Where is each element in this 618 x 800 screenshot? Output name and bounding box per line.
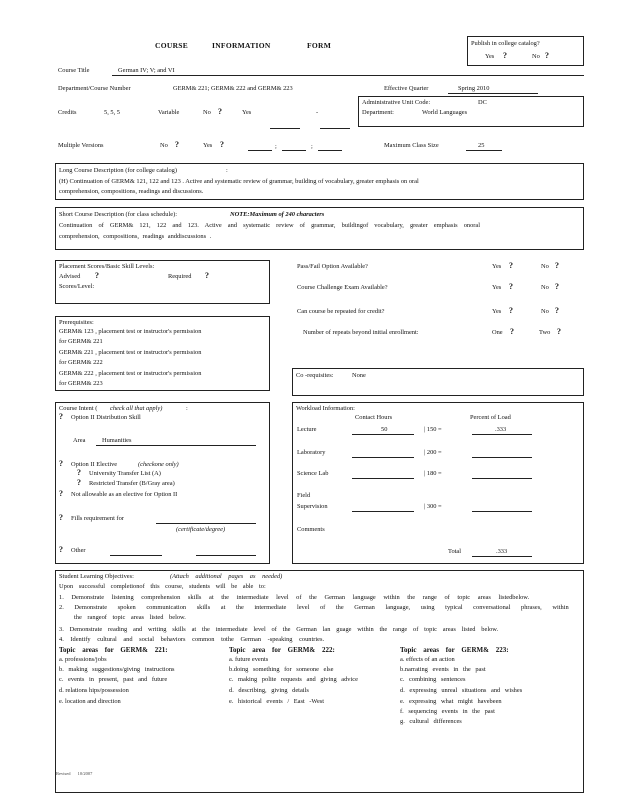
multiple-versions-no-checkbox[interactable]: ? [175, 140, 179, 149]
placement-scores-label: Scores/Level: [59, 283, 95, 290]
fills-requirement-label: Fills requirement for [71, 515, 124, 522]
variable-no-label: No [203, 109, 211, 116]
science-lab-label: Science Lab [297, 470, 329, 477]
form-title-word-3: FORM [307, 41, 332, 50]
lecture-hours[interactable]: 50 [381, 426, 388, 433]
total-line [472, 556, 532, 557]
course-title-label: Course Title [58, 67, 90, 74]
variable-label: Variable [158, 109, 180, 116]
versions-sep-1: ; [275, 143, 277, 150]
placement-label: Placement Scores/Basic Skill Levels: [59, 263, 155, 270]
slo-item[interactable]: 3. Demonstrate reading and writing skills at the intermediate level of the German lan guage within the range of topic areas listed below. [59, 626, 499, 633]
course-intent-check-all: check all that apply) [110, 405, 163, 412]
credits-range-dash: - [316, 109, 319, 116]
topic-item-221[interactable]: a. professions/jobs [59, 656, 107, 663]
prerequisites-label: Prerequisites: [59, 319, 94, 326]
slo-item[interactable]: 1. Demonstrate listening comprehension skills at the intermediate level of the German language within the range of topic areas listedbelow. [59, 594, 530, 601]
credits-value[interactable]: 5, 5, 5 [104, 109, 120, 116]
topic-item-223[interactable]: e. expressing what might havebeen [400, 698, 502, 705]
fills-requirement-line [156, 523, 256, 524]
publish-no-label: No [532, 53, 540, 60]
multiple-versions-yes-checkbox[interactable]: ? [220, 140, 224, 149]
form-title-word-2: INFORMATION [212, 41, 271, 50]
other-line-1 [110, 555, 162, 556]
repeats-one-label: One [492, 329, 503, 336]
science-lab-percent-line [472, 478, 532, 479]
topic-item-221[interactable]: e. location and direction [59, 698, 121, 705]
publish-yes-label: Yes [485, 53, 495, 60]
multiple-versions-label: Multiple Versions [58, 142, 104, 149]
repeat-credit-no-label: No [541, 308, 549, 315]
effective-quarter-line [448, 93, 538, 94]
option2-elective-checkone: (checkone only) [138, 461, 179, 468]
laboratory-divisor: | 200 = [424, 449, 442, 456]
topic-header-223: Topic areas for GERM& 223: [400, 646, 509, 654]
pass-fail-no-label: No [541, 263, 549, 270]
challenge-exam-label: Course Challenge Exam Available? [297, 284, 388, 291]
publish-no-checkbox[interactable]: ? [545, 51, 549, 60]
restricted-checkbox[interactable]: ? [77, 478, 81, 487]
lecture-divisor: | 150 = [424, 426, 442, 433]
topic-item-221[interactable]: b. making suggestions/giving instructions [59, 666, 175, 673]
certificate-degree-label: (certificate/degree) [176, 526, 226, 533]
versions-sep-2: ; [311, 143, 313, 150]
dept-course-number-label: Department/Course Number [58, 85, 131, 92]
max-class-size-line [466, 150, 502, 151]
utl-label: University Transfer List (A) [89, 470, 161, 477]
option2-elective-label: Option II Elective [71, 461, 118, 468]
topic-item-223[interactable]: d. expressing unreal situations and wishes [400, 687, 523, 694]
not-allowable-checkbox[interactable]: ? [59, 489, 63, 498]
repeats-label: Number of repeats beyond initial enrollment: [303, 329, 419, 336]
course-title-line [112, 75, 584, 76]
effective-quarter-value[interactable]: Spring 2010 [458, 85, 490, 92]
topic-item-223[interactable]: g. cultural differences [400, 718, 462, 725]
lecture-label: Lecture [297, 426, 317, 433]
total-label: Total [448, 548, 462, 555]
variable-yes-label: Yes [242, 109, 252, 116]
short-description-note: NOTE:Maximum of 240 characters [230, 211, 325, 218]
topic-item-221[interactable]: c. events in present, past and future [59, 676, 168, 683]
topic-item-222[interactable]: c. making polite requests and giving advice [229, 676, 358, 683]
workload-label: Workload Information: [296, 405, 355, 412]
pass-fail-yes-checkbox[interactable]: ? [509, 261, 513, 270]
corequisites-box [292, 368, 584, 396]
topic-item-222[interactable]: a. future events [229, 656, 269, 663]
placement-required-checkbox[interactable]: ? [205, 271, 209, 280]
field-percent-line [472, 511, 532, 512]
long-description-label: Long Course Description (for college catalog) [59, 167, 178, 174]
science-lab-hours-line [352, 478, 414, 479]
slo-item[interactable]: 2. Demonstrate spoken communication skills at the intermediate level of the German language, using typical conversational phrases, within [59, 604, 569, 611]
fills-requirement-checkbox[interactable]: ? [59, 513, 63, 522]
option2-skill-checkbox[interactable]: ? [59, 412, 63, 421]
publish-yes-checkbox[interactable]: ? [503, 51, 507, 60]
laboratory-percent-line [472, 457, 532, 458]
topic-item-223[interactable]: f. sequencing events in the past [400, 708, 495, 715]
challenge-exam-no-checkbox[interactable]: ? [555, 282, 559, 291]
long-description-line-1[interactable]: (H) Continuation of GERM& 121, 122 and 123 . Active and systematic review of grammar, building of vocabulary, greater emphasis on oral [59, 178, 419, 185]
repeat-credit-no-checkbox[interactable]: ? [555, 306, 559, 315]
placement-advised-checkbox[interactable]: ? [95, 271, 99, 280]
challenge-exam-yes-checkbox[interactable]: ? [509, 282, 513, 291]
credits-min-line [270, 128, 300, 129]
topic-item-223[interactable]: c. combining sentences [400, 676, 466, 683]
option2-skill-label: Option II Distribution Skill [71, 414, 141, 421]
option2-elective-checkbox[interactable]: ? [59, 459, 63, 468]
pass-fail-label: Pass/Fail Option Available? [297, 263, 368, 270]
topic-header-222: Topic area for GERM& 222: [229, 646, 335, 654]
challenge-exam-no-label: No [541, 284, 549, 291]
publish-label: Publish in college catalog? [471, 40, 540, 47]
other-line-2 [196, 555, 256, 556]
field-hours-line [352, 511, 414, 512]
not-allowable-label: Not allowable as an elective for Option II [71, 491, 178, 498]
short-description-label: Short Course Description (for class schedule): [59, 211, 178, 218]
versions-line-1 [248, 150, 272, 151]
area-line [96, 445, 256, 446]
lecture-hours-line [352, 434, 414, 435]
prerequisite-line[interactable]: GERM& 222 , placement test or instructor's permission [59, 370, 202, 377]
topic-header-221: Topic areas for GERM& 221: [59, 646, 168, 654]
course-intent-colon: : [186, 405, 188, 412]
slo-label: Student Learning Objectives: [59, 573, 134, 580]
short-description-line-1[interactable]: Continuation of GERM& 121, 122 and 123. Active and systematic review of grammar, buildingof vocabulary, greater emphasis onoral [59, 222, 481, 229]
other-checkbox[interactable]: ? [59, 545, 63, 554]
long-description-line-2[interactable]: comprehension, compositions, readings and discussions. [59, 188, 204, 195]
multiple-versions-no-label: No [160, 142, 168, 149]
lecture-percent-line [472, 434, 532, 435]
field-label: Field [297, 492, 311, 499]
field-divisor: | 300 = [424, 503, 442, 510]
department-value[interactable]: World Languages [422, 109, 468, 116]
repeats-two-label: Two [539, 329, 551, 336]
slo-attach-note: (Attach additional pages as needed) [170, 573, 283, 580]
slo-item[interactable]: 4. Identify cultural and social behaviors common tothe German -speaking countries. [59, 636, 325, 643]
multiple-versions-yes-label: Yes [203, 142, 213, 149]
restricted-label: Restricted Transfer (B/Gray area) [89, 480, 175, 487]
corequisites-label: Co -requisites: [296, 372, 334, 379]
dept-course-number-value[interactable]: GERM& 221; GERM& 222 and GERM& 223 [173, 85, 293, 92]
comments-label: Comments [297, 526, 325, 533]
course-intent-label: Course Intent ( [59, 405, 98, 412]
admin-unit-code-label: Administrative Unit Code: [362, 99, 431, 106]
topic-item-223[interactable]: a. effects of an action [400, 656, 455, 663]
prerequisite-line[interactable]: for GERM& 223 [59, 380, 103, 387]
area-label: Area [73, 437, 86, 444]
prerequisite-line[interactable]: GERM& 123 , placement test or instructor's permission [59, 328, 202, 335]
percent-load-header: Percent of Load [470, 414, 511, 421]
topic-item-222[interactable]: b.doing something for someone else [229, 666, 334, 673]
variable-no-checkbox[interactable]: ? [218, 107, 222, 116]
department-label: Department: [362, 109, 394, 116]
topic-item-221[interactable]: d. relations hips/possession [59, 687, 129, 694]
topic-item-222[interactable]: e. historical events / East -West [229, 698, 325, 705]
admin-unit-code-value[interactable]: DC [478, 99, 487, 106]
long-description-colon: : [226, 167, 228, 174]
prerequisite-line[interactable]: GERM& 221 , placement test or instructor's permission [59, 349, 202, 356]
max-class-size-value[interactable]: 25 [478, 142, 485, 149]
laboratory-label: Laboratory [297, 449, 326, 456]
revised-footer: Revised 10/2007 [56, 771, 93, 776]
effective-quarter-label: Effective Quarter [384, 85, 429, 92]
area-value[interactable]: Humanities [102, 437, 132, 444]
placement-required-label: Required [168, 273, 192, 280]
corequisites-value[interactable]: None [352, 372, 366, 379]
contact-hours-header: Contact Hours [355, 414, 393, 421]
total-value[interactable]: .333 [496, 548, 508, 555]
repeat-credit-label: Can course be repeated for credit? [297, 308, 385, 315]
course-title-value[interactable]: German IV; V; and VI [118, 67, 175, 74]
form-title-word-1: COURSE [155, 41, 189, 50]
prerequisite-line[interactable]: for GERM& 222 [59, 359, 103, 366]
repeat-credit-yes-checkbox[interactable]: ? [509, 306, 513, 315]
pass-fail-yes-label: Yes [492, 263, 502, 270]
topic-item-223[interactable]: b.narrating events in the past [400, 666, 486, 673]
laboratory-hours-line [352, 457, 414, 458]
short-description-line-2[interactable]: comprehension, compositions, readings anddiscussions . [59, 233, 212, 240]
placement-advised-label: Advised [59, 273, 81, 280]
max-class-size-label: Maximum Class Size [384, 142, 439, 149]
slo-intro[interactable]: Upon successful completionof this course, students will be able to: [59, 583, 266, 590]
lecture-percent[interactable]: .333 [495, 426, 507, 433]
credits-max-line [320, 128, 350, 129]
supervision-label: Supervision [297, 503, 328, 510]
challenge-exam-yes-label: Yes [492, 284, 502, 291]
science-lab-divisor: | 180 = [424, 470, 442, 477]
repeats-one-checkbox[interactable]: ? [510, 327, 514, 336]
pass-fail-no-checkbox[interactable]: ? [555, 261, 559, 270]
utl-checkbox[interactable]: ? [77, 468, 81, 477]
repeat-credit-yes-label: Yes [492, 308, 502, 315]
versions-line-3 [318, 150, 342, 151]
other-label: Other [71, 547, 86, 554]
credits-label: Credits [58, 109, 77, 116]
prerequisite-line[interactable]: for GERM& 221 [59, 338, 103, 345]
repeats-two-checkbox[interactable]: ? [557, 327, 561, 336]
versions-line-2 [282, 150, 306, 151]
slo-item[interactable]: the rangeof topic areas listed below. [74, 614, 186, 621]
topic-item-222[interactable]: d. describing, giving details [229, 687, 309, 694]
